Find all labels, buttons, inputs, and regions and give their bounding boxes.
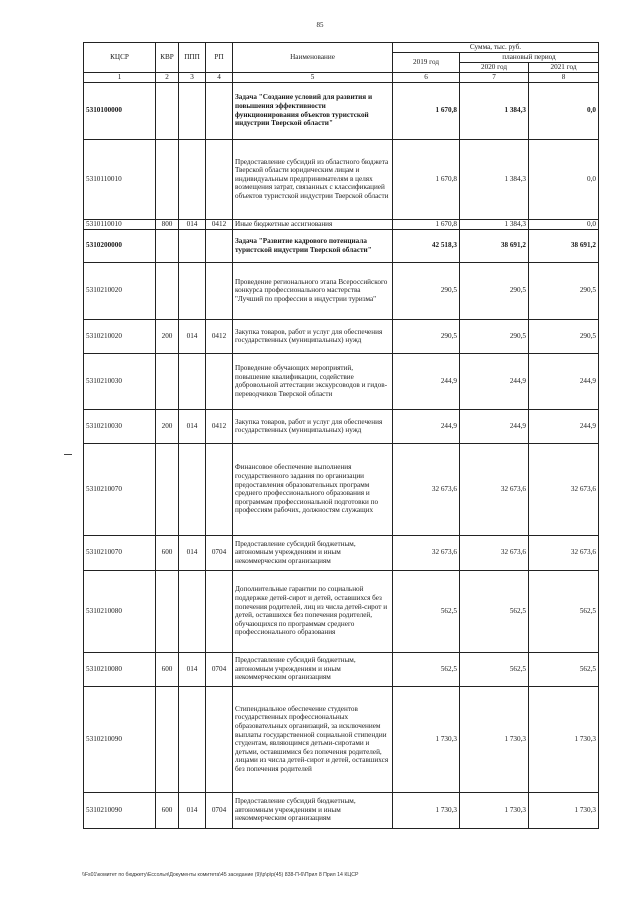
cell-kcsr: 5310200000: [84, 229, 156, 262]
cell-2020: 1 730,3: [460, 686, 529, 792]
cell-2020: 290,5: [460, 262, 529, 319]
cell-2021: 290,5: [529, 319, 599, 353]
cell-kcsr: 5310100000: [84, 82, 156, 139]
cell-rp: 0412: [206, 219, 233, 229]
table-row: [84, 443, 599, 535]
cell-rp: [206, 443, 233, 535]
cell-name: Проведение обучающих мероприятий, повышение квалификации, содействие добровольной аттестации экскурсоводов и гидов-переводчиков Тверской области: [233, 353, 393, 409]
cell-2019: 1 670,8: [393, 139, 460, 219]
cell-ppp: 014: [179, 792, 206, 828]
cell-kvr: 600: [156, 792, 179, 828]
cell-2020: 1 384,3: [460, 219, 529, 229]
cell-kcsr: 5310210070: [84, 535, 156, 570]
cell-2019: 290,5: [393, 262, 460, 319]
cell-name: Закупка товаров, работ и услуг для обеспечения государственных (муниципальных) нужд: [233, 409, 393, 443]
cell-kcsr: 5310210090: [84, 686, 156, 792]
cell-2019: 32 673,6: [393, 535, 460, 570]
cell-rp: [206, 229, 233, 262]
header-name: Наименование: [233, 43, 393, 73]
cell-rp: 0704: [206, 652, 233, 686]
cell-2021: 0,0: [529, 82, 599, 139]
cell-kcsr: 5310110010: [84, 219, 156, 229]
cell-rp: 0704: [206, 535, 233, 570]
cell-ppp: [179, 262, 206, 319]
header-number: 2: [156, 73, 179, 83]
cell-2021: 562,5: [529, 570, 599, 652]
cell-2019: 244,9: [393, 409, 460, 443]
cell-kcsr: 5310210080: [84, 652, 156, 686]
header-number: 4: [206, 73, 233, 83]
cell-kvr: 600: [156, 652, 179, 686]
table-row: [84, 570, 599, 652]
cell-2020: 290,5: [460, 319, 529, 353]
cell-kcsr: 5310210020: [84, 319, 156, 353]
header-rp: РП: [206, 43, 233, 73]
cell-2019: 562,5: [393, 652, 460, 686]
cell-name: Дополнительные гарантии по социальной поддержке детей-сирот и детей, оставшихся без попечения родителей, лиц из числа детей-сирот и детей, оставшихся без попечения родителей, обучающихся по программам среднего профессионального образования: [233, 570, 393, 652]
cell-rp: [206, 686, 233, 792]
header-year-2020: 2020 год: [460, 63, 529, 73]
cell-ppp: 014: [179, 319, 206, 353]
cell-2021: 244,9: [529, 353, 599, 409]
cell-2019: 290,5: [393, 319, 460, 353]
cell-rp: [206, 570, 233, 652]
header-kvr: КВР: [156, 43, 179, 73]
page-number: 85: [316, 21, 324, 29]
table-row: [84, 139, 599, 219]
cell-2020: 562,5: [460, 570, 529, 652]
cell-2020: 1 384,3: [460, 82, 529, 139]
cell-ppp: [179, 229, 206, 262]
table-row: [84, 319, 599, 353]
table-row: [84, 82, 599, 139]
header-plan-period: плановый период: [460, 53, 599, 63]
cell-ppp: [179, 82, 206, 139]
cell-2021: 290,5: [529, 262, 599, 319]
cell-2021: 0,0: [529, 219, 599, 229]
cell-kvr: [156, 570, 179, 652]
cell-2020: 32 673,6: [460, 535, 529, 570]
cell-kcsr: 5310210030: [84, 409, 156, 443]
table-row: [84, 792, 599, 828]
cell-2019: 244,9: [393, 353, 460, 409]
cell-rp: [206, 353, 233, 409]
cell-2019: 1 730,3: [393, 792, 460, 828]
table-row: [84, 229, 599, 262]
table-row: [84, 353, 599, 409]
header-kcsr: КЦСР: [84, 43, 156, 73]
header-number: 7: [460, 73, 529, 83]
header-number: 3: [179, 73, 206, 83]
cell-2021: 562,5: [529, 652, 599, 686]
cell-ppp: [179, 443, 206, 535]
cell-rp: 0704: [206, 792, 233, 828]
cell-kvr: [156, 139, 179, 219]
cell-rp: [206, 139, 233, 219]
header-sum-group: Сумма, тыс. руб.: [393, 43, 599, 53]
cell-2021: 32 673,6: [529, 535, 599, 570]
cell-name: Предоставление субсидий бюджетным, автономным учреждениям и иным некоммерческим организациям: [233, 792, 393, 828]
cell-ppp: 014: [179, 535, 206, 570]
cell-2020: 244,9: [460, 353, 529, 409]
cell-kvr: 200: [156, 319, 179, 353]
cell-2019: 1 670,8: [393, 82, 460, 139]
cell-2020: 38 691,2: [460, 229, 529, 262]
cell-kcsr: 5310210030: [84, 353, 156, 409]
cell-kcsr: 5310110010: [84, 139, 156, 219]
cell-kvr: [156, 443, 179, 535]
cell-rp: [206, 82, 233, 139]
cell-ppp: 014: [179, 409, 206, 443]
cell-name: Предоставление субсидий бюджетным, автономным учреждениям и иным некоммерческим организациям: [233, 652, 393, 686]
cell-name: Стипендиальное обеспечение студентов государственных профессиональных образовательных организаций, за исключением выплаты государственной социальной стипендии студентам, являющимся детьми-сиротами и детьми, оставшимися без попечения родителей, лицами из числа детей-сирот и детей, оставшихся без попечения родителей: [233, 686, 393, 792]
header-year-2021: 2021 год: [529, 63, 599, 73]
cell-kcsr: 5310210020: [84, 262, 156, 319]
cell-kcsr: 5310210070: [84, 443, 156, 535]
cell-ppp: [179, 139, 206, 219]
cell-name: Предоставление субсидий из областного бюджета Тверской области юридическим лицам и индивидуальным предпринимателям в целях возмещения затрат, связанных с классификацией объектов туристской индустрии Тверской области: [233, 139, 393, 219]
cell-2021: 0,0: [529, 139, 599, 219]
cell-2021: 32 673,6: [529, 443, 599, 535]
header-number: 1: [84, 73, 156, 83]
cell-2020: 1 384,3: [460, 139, 529, 219]
cell-2021: 244,9: [529, 409, 599, 443]
table-row: [84, 652, 599, 686]
header-year-2019: 2019 год: [393, 53, 460, 73]
cell-2021: 38 691,2: [529, 229, 599, 262]
cell-name: Предоставление субсидий бюджетным, автономным учреждениям и иным некоммерческим организациям: [233, 535, 393, 570]
cell-2020: 32 673,6: [460, 443, 529, 535]
cell-2021: 1 730,3: [529, 686, 599, 792]
cell-2020: 244,9: [460, 409, 529, 443]
cell-kvr: 200: [156, 409, 179, 443]
cell-2019: 42 518,3: [393, 229, 460, 262]
cell-rp: 0412: [206, 319, 233, 353]
table-row: [84, 409, 599, 443]
cell-kvr: [156, 229, 179, 262]
cell-kcsr: 5310210080: [84, 570, 156, 652]
cell-name: Финансовое обеспечение выполнения государственного задания по организации предоставления образовательных программ среднего профессионального образования и программам профессиональной подготовки по профессиям рабочих, должностям служащих: [233, 443, 393, 535]
cell-kvr: [156, 686, 179, 792]
margin-mark: [64, 454, 72, 455]
cell-kcsr: 5310210090: [84, 792, 156, 828]
cell-ppp: [179, 353, 206, 409]
cell-2019: 1 670,8: [393, 219, 460, 229]
table-row: [84, 535, 599, 570]
cell-2020: 1 730,3: [460, 792, 529, 828]
cell-2020: 562,5: [460, 652, 529, 686]
cell-ppp: [179, 570, 206, 652]
header-number: 6: [393, 73, 460, 83]
table-row: [84, 686, 599, 792]
cell-name: Иные бюджетные ассигнования: [233, 219, 393, 229]
cell-kvr: [156, 353, 179, 409]
cell-name: Задача "Развитие кадрового потенциала туристской индустрии Тверской области": [233, 229, 393, 262]
cell-ppp: 014: [179, 219, 206, 229]
cell-2019: 1 730,3: [393, 686, 460, 792]
table-row: [84, 219, 599, 229]
footer-file-path: \\Fs01\комитет по бюджету\Ессолья\Документы комитета\45 заседание (9)\р\р\р(45) 838-П-6\Прил 8 Прил 14 КЦСР: [82, 872, 359, 878]
header-number: 5: [233, 73, 393, 83]
cell-2019: 32 673,6: [393, 443, 460, 535]
cell-rp: [206, 262, 233, 319]
cell-kvr: [156, 262, 179, 319]
cell-rp: 0412: [206, 409, 233, 443]
cell-ppp: 014: [179, 652, 206, 686]
cell-kvr: 800: [156, 219, 179, 229]
header-number: 8: [529, 73, 599, 83]
cell-kvr: [156, 82, 179, 139]
cell-name: Задача "Создание условий для развития и повышения эффективности функционирования объектов туристской индустрии Тверской области": [233, 82, 393, 139]
cell-name: Проведение регионального этапа Всероссийского конкурса профессионального мастерства "Лучший по профессии в индустрии туризма": [233, 262, 393, 319]
cell-2019: 562,5: [393, 570, 460, 652]
budget-table: [83, 42, 599, 829]
cell-2021: 1 730,3: [529, 792, 599, 828]
table-row: [84, 262, 599, 319]
cell-kvr: 600: [156, 535, 179, 570]
cell-ppp: [179, 686, 206, 792]
cell-name: Закупка товаров, работ и услуг для обеспечения государственных (муниципальных) нужд: [233, 319, 393, 353]
header-ppp: ППП: [179, 43, 206, 73]
